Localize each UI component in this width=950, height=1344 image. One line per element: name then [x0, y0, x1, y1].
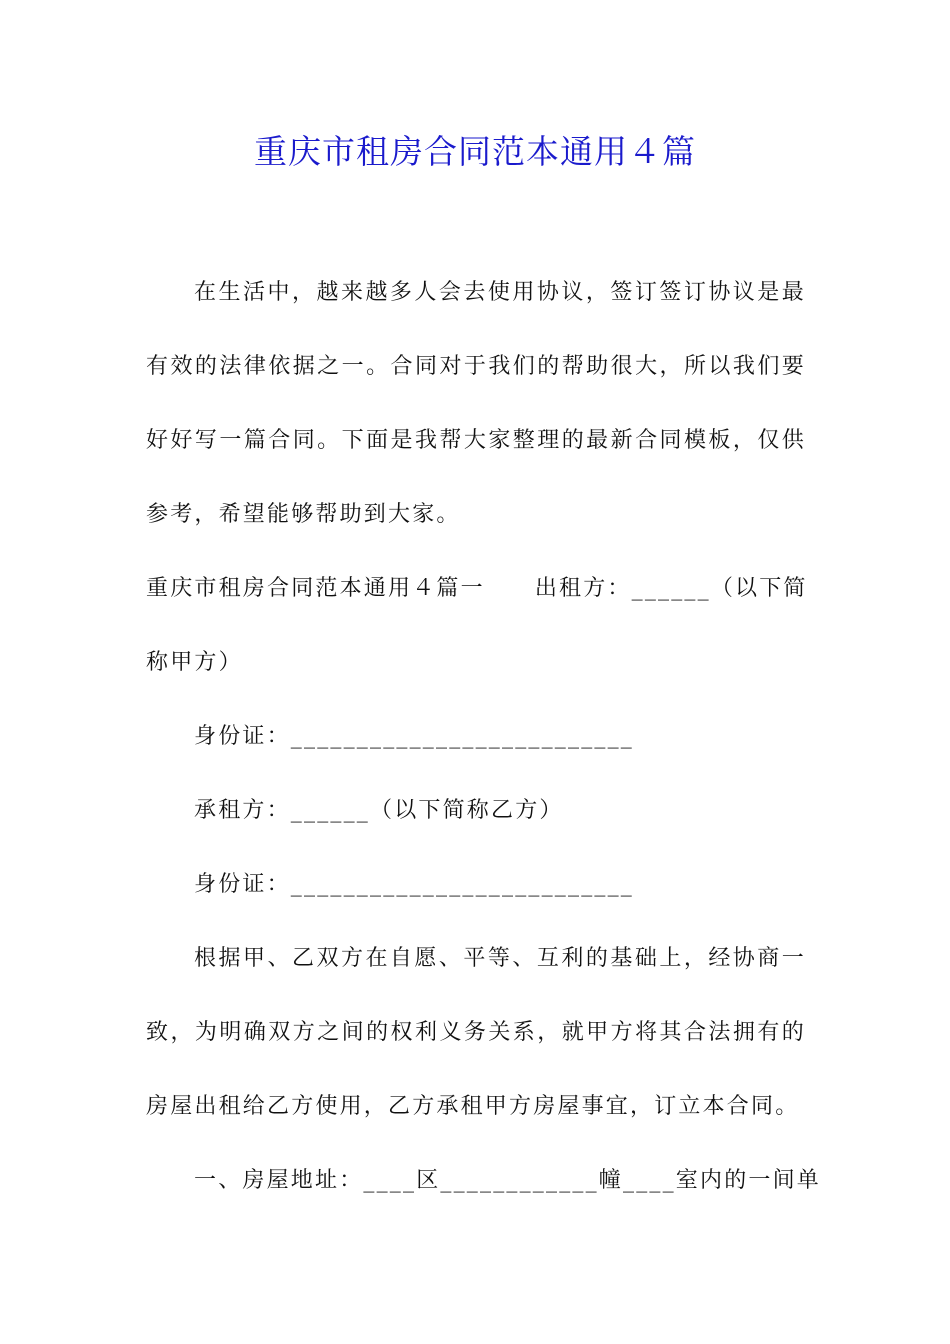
document-title: 重庆市租房合同范本通用４篇 — [254, 132, 696, 171]
lessee-text: 承租方：______（以下简称乙方） — [194, 798, 564, 823]
lessee-id-line — [146, 848, 806, 922]
agreement-paragraph: 根据甲、乙双方在自愿、平等、互利的基础上，经协商一致，为明确双方之间的权利义务关系，就甲方将其合法拥有的房屋出租给乙方使用，乙方承租甲方房屋事宜，订立本合同。 — [146, 946, 806, 1119]
lessee-line — [146, 774, 806, 848]
section-heading: 重庆市租房合同范本通用４篇一 — [146, 576, 485, 601]
document-body — [146, 256, 822, 1218]
intro-paragraph: 在生活中，越来越多人会去使用协议，签订签订协议是最有效的法律依据之一。合同对于我们的帮助很大，所以我们要好好写一篇合同。下面是我帮大家整理的最新合同模板，仅供参考，希望能够帮助到大家。 — [146, 280, 806, 527]
lessee-id-text: 身份证：__________________________ — [194, 872, 635, 897]
lessor-id-text: 身份证：__________________________ — [194, 724, 635, 749]
lessor-line-continued: 称甲方） — [146, 650, 243, 675]
section-heading-line — [146, 552, 806, 626]
clause-1-text: 一、房屋地址：____区____________幢____室内的一间单 — [194, 1168, 822, 1193]
lessor-line: 出租方：______（以下简 — [534, 576, 808, 601]
clause-1-line — [146, 1144, 822, 1218]
lessor-id-line — [146, 700, 806, 774]
